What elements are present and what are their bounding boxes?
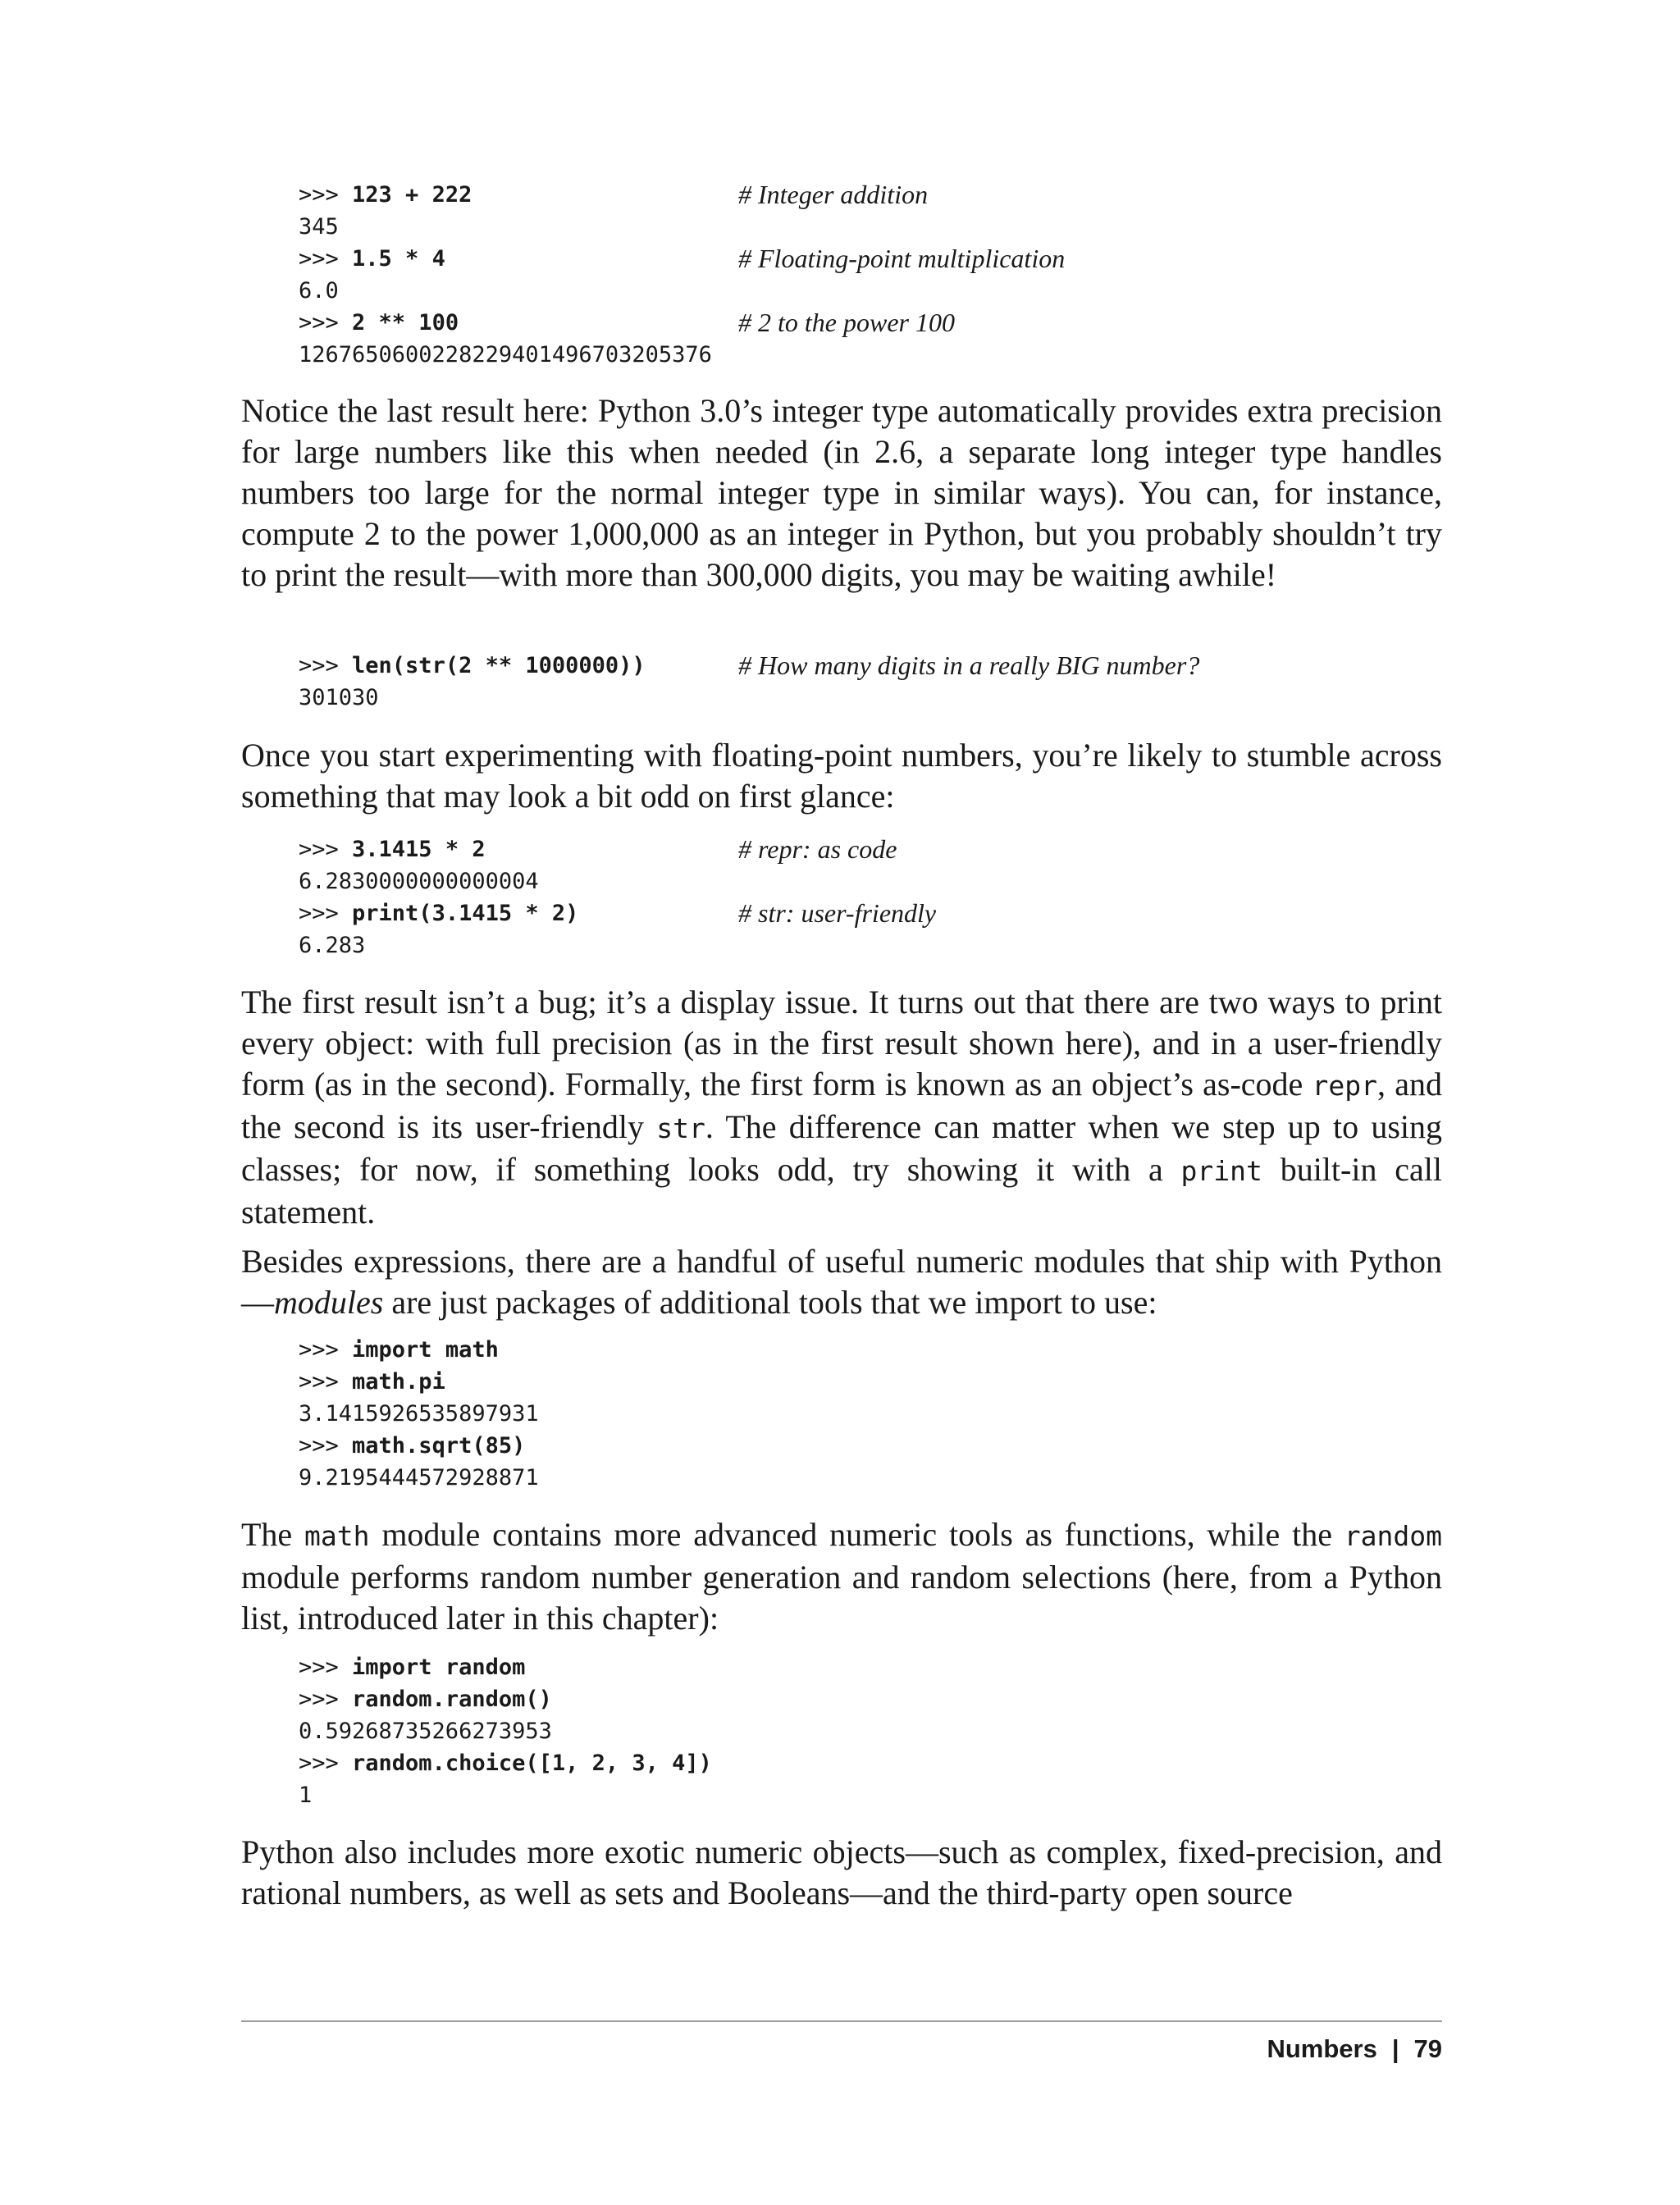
code-block-big-number	[299, 650, 1200, 714]
code-prompt: >>>	[299, 1655, 353, 1680]
code-prompt: >>>	[299, 1751, 353, 1776]
paragraph-text: are just packages of additional tools that we import to use:	[383, 1284, 1157, 1321]
code-comment: # str: user-friendly	[738, 898, 937, 928]
page-number: 79	[1413, 2034, 1442, 2063]
paragraph-text: The	[241, 1516, 305, 1553]
code-output: 6.283	[299, 933, 366, 958]
code-command: len(str(2 ** 1000000))	[352, 653, 646, 678]
code-line	[299, 682, 646, 714]
code-prompt: >>>	[299, 182, 353, 208]
code-line	[299, 179, 929, 211]
code-command: import math	[352, 1337, 499, 1363]
paragraph-text: module performs random number generation and random selections (here, from a Python list, introduced later in this chapter):	[241, 1559, 1442, 1637]
code-line	[299, 1715, 712, 1747]
code-line	[299, 275, 712, 307]
paragraph-long-integers: Notice the last result here: Python 3.0’s integer type automatically provides extra precision for large numbers like this when needed (in 2.6, a separate long integer type handles numbers too large for the normal integer type in similar ways). You can, for instance, compute 2 to the power 1,000,000 as an integer in Python, but you probably shouldn’t try to print the result—with more than 300,000 digits, you may be waiting awhile!	[241, 392, 1442, 593]
code-output: 3.1415926535897931	[299, 1401, 539, 1427]
paragraph-text: The first result isn’t a bug; it’s a display issue. It turns out that there are two ways to print every object: with full precision (as in the first result shown here), and in a user-friendly form (as in the second). Formally, the first form is known as an object’s as-code	[241, 984, 1442, 1102]
code-line	[299, 929, 578, 961]
code-command: print(3.1415 * 2)	[352, 901, 579, 926]
code-line	[299, 1683, 712, 1715]
code-output: 0.59268735266273953	[299, 1719, 552, 1744]
paragraph-display-issue	[241, 982, 1442, 1233]
code-prompt: >>>	[299, 1337, 353, 1363]
code-prompt: >>>	[299, 837, 353, 862]
code-comment: # Floating-point multiplication	[738, 244, 1066, 273]
page-footer	[1267, 2034, 1442, 2064]
code-block-math	[299, 1334, 539, 1494]
code-line	[299, 650, 1200, 682]
code-line	[299, 1398, 539, 1430]
code-prompt: >>>	[299, 1369, 353, 1395]
code-prompt: >>>	[299, 901, 353, 926]
code-block-arithmetic	[299, 179, 1066, 371]
code-command: 2 ** 100	[352, 310, 459, 336]
code-output: 345	[299, 214, 339, 240]
section-title: Numbers	[1267, 2034, 1377, 2063]
code-prompt: >>>	[299, 310, 353, 336]
code-command: random.choice([1, 2, 3, 4])	[352, 1751, 712, 1776]
code-prompt: >>>	[299, 1687, 353, 1712]
code-line	[299, 1747, 712, 1779]
paragraph-text: built-in call statement.	[241, 1151, 1442, 1230]
emphasis-modules: modules	[274, 1284, 384, 1321]
code-line	[299, 1334, 539, 1366]
inline-code-math: math	[304, 1520, 370, 1552]
paragraph-floating-point: Once you start experimenting with floating-point numbers, you’re likely to stumble across something that may look a bit odd on first glance:	[241, 737, 1442, 815]
code-block-repr-str	[299, 833, 937, 961]
code-line	[299, 1651, 712, 1683]
code-output: 6.0	[299, 278, 339, 304]
code-comment: # 2 to the power 100	[738, 308, 955, 337]
code-comment: # repr: as code	[738, 834, 897, 864]
paragraph-text: module contains more advanced numeric tools as functions, while the	[369, 1516, 1344, 1553]
code-command: import random	[352, 1655, 526, 1680]
code-line	[299, 211, 712, 243]
code-output: 1	[299, 1783, 313, 1808]
paragraph-text: , and the second is its user-friendly	[241, 1066, 1442, 1145]
code-output: 301030	[299, 685, 379, 710]
inline-code-str: str	[656, 1112, 705, 1144]
paragraph-text: . The difference can matter when we step up to using classes; for now, if something looks odd, try showing it with a	[241, 1108, 1443, 1188]
code-comment: # How many digits in a really BIG number?	[738, 651, 1200, 680]
code-prompt: >>>	[299, 1433, 353, 1459]
code-line	[299, 1366, 539, 1398]
code-line	[299, 1430, 539, 1462]
code-command: 1.5 * 4	[352, 246, 445, 272]
code-line	[299, 243, 1066, 275]
inline-code-random: random	[1344, 1520, 1442, 1552]
code-output: 6.2830000000000004	[299, 869, 539, 894]
paragraph-text: Besides expressions, there are a handful of useful numeric modules that ship with Python—	[241, 1243, 1442, 1321]
inline-code-print: print	[1180, 1155, 1262, 1187]
code-line	[299, 833, 897, 865]
code-block-random	[299, 1651, 712, 1811]
paragraph-exotic-numbers: Python also includes more exotic numeric objects—such as complex, fixed-precision, and rational numbers, as well as sets and Booleans—and the third-party open source	[241, 1833, 1442, 1911]
code-comment: # Integer addition	[738, 180, 929, 209]
code-output: 1267650600228229401496703205376	[299, 342, 712, 368]
footer-rule	[241, 2020, 1442, 2022]
footer-separator: |	[1391, 2034, 1399, 2063]
code-command: random.random()	[352, 1687, 552, 1712]
paragraph-modules	[241, 1241, 1442, 1323]
code-line	[299, 307, 955, 339]
code-prompt: >>>	[299, 246, 353, 272]
code-command: 123 + 222	[352, 182, 472, 208]
code-line	[299, 1779, 712, 1811]
code-line	[299, 897, 937, 929]
code-prompt: >>>	[299, 653, 353, 678]
code-line	[299, 339, 712, 371]
code-output: 9.2195444572928871	[299, 1465, 539, 1491]
inline-code-repr: repr	[1312, 1070, 1378, 1102]
code-command: math.pi	[352, 1369, 445, 1395]
code-line	[299, 865, 578, 897]
code-command: math.sqrt(85)	[352, 1433, 526, 1459]
code-line	[299, 1462, 539, 1494]
paragraph-math-random	[241, 1514, 1442, 1639]
code-command: 3.1415 * 2	[352, 837, 486, 862]
